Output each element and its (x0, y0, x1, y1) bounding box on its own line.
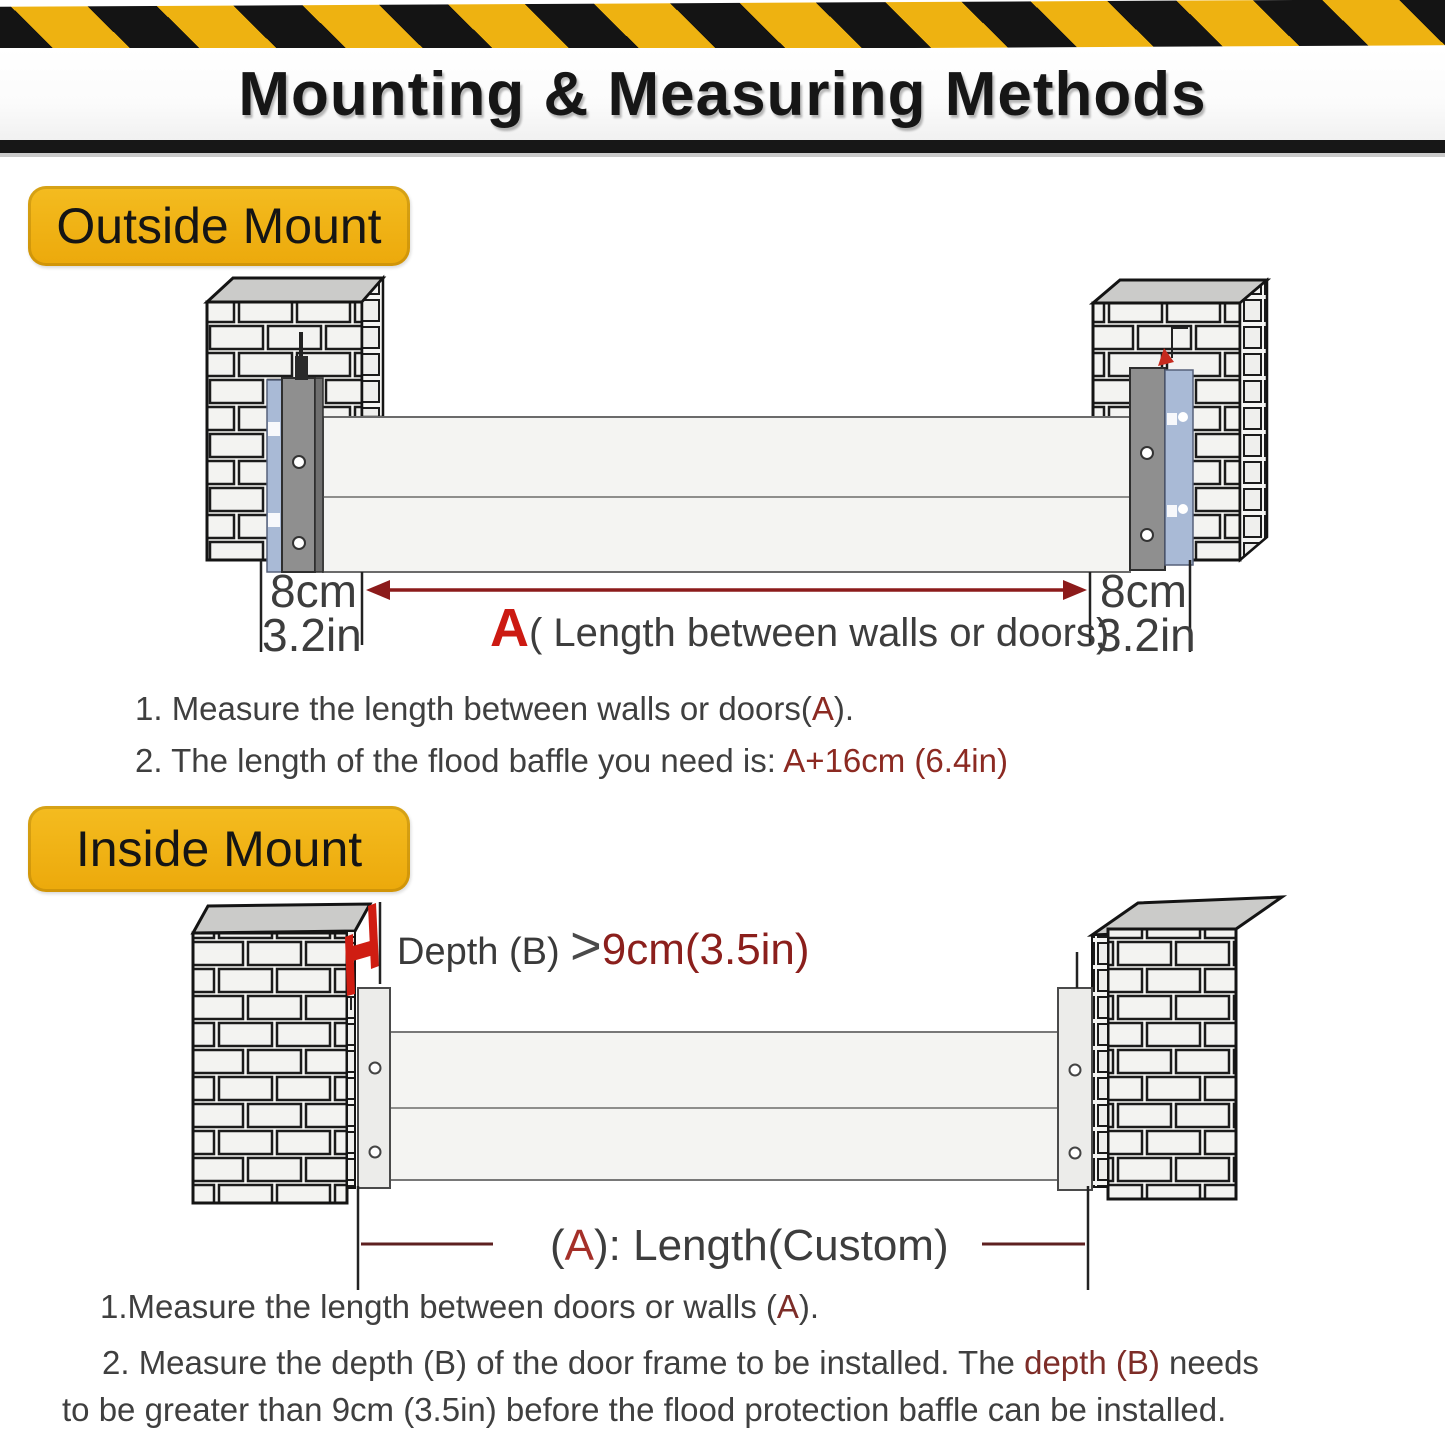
page-title: Mounting & Measuring Methods (238, 59, 1207, 129)
outside-measurements (261, 560, 1196, 661)
inside-instruction-2: 2. Measure the depth (B) of the door frame to be installed. The depth (B) needs to be greater than 9cm (3.5in) before the flood protection baffle can be installed. (62, 1344, 1259, 1428)
right-gap-cm: 8cm (1100, 565, 1187, 617)
screw-hole (293, 537, 305, 549)
screw-hole (1070, 1065, 1081, 1076)
right-mounting-rail (1058, 952, 1092, 1190)
outside-instruction-1: 1. Measure the length between walls or doors(A). (135, 690, 855, 727)
outside-instruction-2: 2. The length of the flood baffle you need is: A+16cm (6.4in) (135, 742, 1008, 779)
inside-measurements (358, 1186, 1088, 1290)
screw-hole (293, 456, 305, 468)
highlight-a: A (776, 1288, 799, 1325)
inside-mount-label (28, 806, 410, 892)
length-label: (A): Length(Custom) (550, 1221, 949, 1270)
inside-instruction-1: 1.Measure the length between doors or walls (A). (100, 1288, 820, 1325)
depth-label: Depth (B) >9cm(3.5in) (397, 916, 810, 976)
flood-barrier (390, 1032, 1058, 1180)
screw-hole (1141, 529, 1153, 541)
highlight-formula: A+16cm (6.4in) (783, 742, 1008, 779)
span-label: A( Length between walls or doors) (490, 598, 1110, 658)
flood-barrier (323, 417, 1130, 572)
header-divider (0, 140, 1445, 153)
highlight-a: A (811, 690, 834, 727)
screw-hole (1070, 1148, 1081, 1159)
arrowhead-right-icon (1063, 580, 1087, 600)
left-gap-cm: 8cm (270, 565, 357, 617)
title-band (0, 48, 1445, 140)
hazard-stripe-banner (0, 0, 1445, 53)
rail-notch (295, 356, 308, 380)
outside-mount-diagram (150, 270, 1330, 670)
outside-mount-label-text: Outside Mount (56, 198, 382, 254)
outside-mount-label (28, 186, 410, 266)
inside-mount-label-text: Inside Mount (75, 821, 363, 877)
left-gap-in: 3.2in (262, 609, 362, 661)
left-mounting-rail (358, 988, 390, 1188)
left-pillar (193, 904, 370, 1203)
right-pillar (1092, 897, 1282, 1199)
highlight-depth: depth (B) (1024, 1344, 1160, 1381)
inside-mount-diagram (130, 886, 1340, 1296)
arrowhead-left-icon (366, 580, 390, 600)
right-gap-in: 3.2in (1096, 609, 1196, 661)
screw-hole (1141, 447, 1153, 459)
screw-hole (370, 1063, 381, 1074)
screw-hole (370, 1147, 381, 1158)
